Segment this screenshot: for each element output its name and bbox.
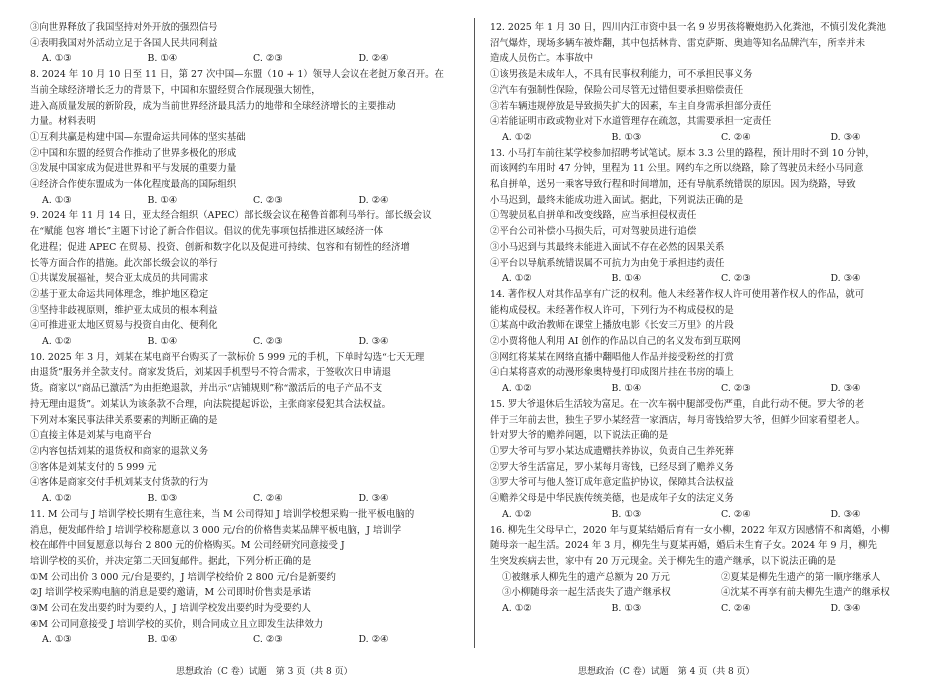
- q13-options: [490, 271, 940, 287]
- text-line: ③小马迟到与其最终未能进入面试不存在必然的因果关系: [490, 241, 725, 253]
- text-line: ④M 公司同意接受 J 培训学校的买价，则合同成立且立即发生法律效力: [30, 618, 324, 630]
- column-divider: [474, 18, 475, 648]
- text-line: 而该网约车用时 47 分钟，里程为 11 公里。网约车之所以绕路，除了驾驶员未经小马同意: [490, 163, 864, 175]
- option: A. ①③: [42, 194, 72, 206]
- text-line: ②基于亚太命运共同体理念，维护地区稳定: [30, 288, 209, 300]
- question-11: [30, 507, 464, 648]
- q9-options: [30, 334, 464, 350]
- question-15: [490, 397, 940, 523]
- text-line: 造成人员伤亡。本事故中: [490, 53, 594, 65]
- text-line: 随母亲一起生活。2024 年 3 月，柳先生与夏某再婚，婚后未生育子女。2024 年 9 月，柳先: [490, 540, 877, 552]
- question-8: [30, 67, 464, 208]
- q16-options: [490, 601, 940, 617]
- text-line: ②罗大爷生活富足，罗小某每月寄钱，已经尽到了赡养义务: [490, 461, 734, 473]
- q14-options: [490, 381, 940, 397]
- text-line: ③网红将某某在网络直播中翻唱他人作品并接受粉丝的打赏: [490, 351, 734, 363]
- text-line: ①某高中政治教师在课堂上播放电影《长安三万里》的片段: [490, 320, 734, 332]
- text-line: 小马迟到，最终未能成功进入面试。据此，下列说法正确的是: [490, 194, 744, 206]
- option: C. ②③: [253, 194, 283, 206]
- option: B. ①④: [147, 336, 178, 348]
- text-line: ②小贾将他人利用 AI 创作的作品以自己的名义发布到互联网: [490, 336, 741, 348]
- option: B. ①④: [147, 53, 178, 65]
- option: D. ②④: [358, 634, 389, 646]
- text-line: ①驾驶员私自拼单和改变线路，应当承担侵权责任: [490, 210, 697, 222]
- text-line: 当前全球经济增长乏力的背景下，中国和东盟经贸合作展现强大韧性，: [30, 84, 321, 96]
- option: A. ①②: [502, 131, 532, 143]
- text-line: ③若车辆违规停放是导致损失扩大的因素，车主自身需承担部分责任: [490, 100, 772, 112]
- option: C. ②③: [253, 634, 283, 646]
- text-line: ②汽车有强制性保险，保险公司尽管无过错但要承担赔偿责任: [490, 84, 744, 96]
- option: B. ①④: [147, 194, 178, 206]
- option: D. ③④: [830, 508, 861, 520]
- page-footer-right: 思想政治（C 卷）试题 第 4 页（共 8 页）: [578, 667, 755, 677]
- option: C. ②④: [721, 508, 751, 520]
- q16-statements-row-2: [490, 585, 940, 601]
- option: B. ①③: [147, 493, 178, 505]
- option: D. ③④: [830, 273, 861, 285]
- option: A. ①②: [502, 383, 532, 395]
- statement: ①被继承人柳先生的遗产总额为 20 万元: [502, 571, 670, 583]
- text-line: 校在邮件中回复愿意以每台 2 800 元的价格购买。M 公司经研究同意接受 J: [30, 540, 345, 552]
- option: A. ①②: [502, 273, 532, 285]
- text-line: 16. 柳先生父母早亡，2020 年与夏某结婚后育有一女小柳，2022 年双方因感情不和离婚，小柳: [490, 524, 890, 536]
- text-line: ①直接主体是刘某与电商平台: [30, 430, 152, 442]
- q7-tail: [30, 20, 464, 67]
- q11-options: [30, 632, 464, 648]
- question-9: [30, 208, 464, 349]
- text-line: ②中国和东盟的经贸合作推动了世界多极化的形成: [30, 147, 237, 159]
- text-line: 化进程；促进 APEC 在贸易、投资、创新和数字化以及促进可持续、包容和有韧性的经济增: [30, 241, 410, 253]
- text-line: ①该男孩是未成年人，不具有民事权利能力，可不承担民事义务: [490, 69, 753, 81]
- text-line: 私自拼单，送另一乘客导致行程和时间增加，还有导航系统错误的原因。因为绕路，导致: [490, 179, 856, 191]
- q8-options: [30, 193, 464, 209]
- option: B. ①③: [611, 603, 642, 615]
- question-13: [490, 146, 940, 287]
- text-line: 12. 2025 年 1 月 30 日，四川内江市资中县一名 9 岁男孩将鞭炮扔入化粪池，不慎引发化粪池: [490, 22, 886, 33]
- text-line: ②J 培训学校采购电脑的消息是要约邀请，M 公司即时价售卖是承诺: [30, 587, 311, 599]
- text-line: ④若能证明市政或物业对下水道管理存在疏忽，其需要承担一定责任: [490, 116, 772, 128]
- option: A. ①②: [42, 493, 72, 505]
- text-line: ①罗大爷可与罗小某达成遗赠扶养协议，负责自己生养死葬: [490, 445, 734, 457]
- text-line: ①共谋发展福祉，契合亚太成员的共同需求: [30, 273, 209, 285]
- text-line: 10. 2025 年 3 月，刘某在某电商平台购买了一款标价 5 999 元的手机，下单时勾选“七天无理: [30, 351, 425, 363]
- option: D. ③④: [358, 336, 389, 348]
- text-line: 针对罗大爷的赡养问题，以下说法正确的是: [490, 430, 669, 442]
- text-line: ④平台以导航系统错误属不可抗力为由免于承担违约责任: [490, 257, 725, 269]
- text-line: ④经济合作使东盟成为一体化程度最高的国际组织: [30, 179, 237, 191]
- option: B. ①③: [611, 508, 642, 520]
- text-line: 培训学校的买价，并决定第二天回复邮件。据此，下列分析正确的是: [30, 555, 312, 567]
- text-line: 长等方面合作的措施。此次部长级会议的举行: [30, 257, 218, 269]
- text-line: ③发展中国家成为促进世界和平与发展的重要力量: [30, 163, 237, 175]
- text-line: 货。商家以“商品已激活”为由拒绝退款，并出示“店铺规则”称“激活后的电子产品不支: [30, 383, 383, 395]
- option: D. ③④: [830, 383, 861, 395]
- page-footer-left: 思想政治（C 卷）试题 第 3 页（共 8 页）: [176, 667, 353, 677]
- text-line: ③坚持非歧视原则，维护亚太成员的根本利益: [30, 304, 218, 316]
- text-line: ③罗大爷可与他人签订成年意定监护协议，保障其合法权益: [490, 477, 734, 489]
- q10-options: [30, 491, 464, 507]
- option: A. ①②: [42, 336, 72, 348]
- text-line: ③M 公司在发出要约时为要约人，J 培训学校发出要约时为受要约人: [30, 603, 311, 615]
- text-line: 14. 著作权人对其作品享有广泛的权利。他人未经著作权人许可使用著作权人的作品，就可: [490, 288, 865, 300]
- option: D. ②④: [358, 194, 389, 206]
- text-line: 8. 2024 年 10 月 10 日至 11 日，第 27 次中国—东盟（10 + 1）领导人会议在老挝万象召开。在: [30, 69, 444, 81]
- text-line: 13. 小马打车前往某学校参加招聘考试笔试。原本 3.3 公里的路程，预计用时不到 10 分钟，: [490, 147, 875, 159]
- text-line: ①M 公司出价 3 000 元/台是要约，J 培训学校给价 2 800 元/台是新要约: [30, 571, 336, 583]
- option: B. ①③: [611, 131, 642, 143]
- statement: ③小柳随母亲一起生活丧失了遗产继承权: [502, 587, 671, 599]
- option: B. ①④: [147, 634, 178, 646]
- option: C. ②③: [721, 273, 751, 285]
- text-line: 生突发疾病去世，家中有 20 万元现金。关于柳先生的遗产继承，以下说法正确的是: [490, 555, 837, 567]
- text-line: ②平台公司补偿小马损失后，可对驾驶员进行追偿: [490, 226, 697, 238]
- option: A. ①②: [502, 508, 532, 520]
- option: B. ①④: [611, 273, 642, 285]
- option: C. ②④: [253, 493, 283, 505]
- option: D. ②④: [358, 53, 389, 65]
- text-line: 伴于三年前去世，独生子罗小某经营一家酒店，每月寄钱给罗大爷，但鲜少回家看望老人。: [490, 414, 866, 426]
- text-line: ④表明我国对外活动立足于各国人民共同利益: [30, 37, 218, 49]
- text-line: ④白某将喜欢的动漫形象奥特曼打印成图片挂在书房的墙上: [490, 367, 734, 379]
- text-line: ③向世界释放了我国坚持对外开放的强烈信号: [30, 22, 218, 33]
- text-line: 沼气爆炸，现场多辆车被炸翻，其中包括林肯、雷克萨斯、奥迪等知名品牌汽车，所幸并未: [490, 37, 866, 49]
- text-line: 在“赋能 包容 增长”主题下讨论了新合作倡议。倡议的优先事项包括推进区域经济一体: [30, 226, 384, 238]
- text-line: 9. 2024 年 11 月 14 日，亚太经合组织（APEC）部长级会议在秘鲁首都利马举行。部长级会议: [30, 210, 432, 222]
- text-line: 消息，便发邮件给 J 培训学校称愿意以 3 000 元/台的价格售卖某品牌平板电脑，J 培训学: [30, 524, 402, 536]
- text-line: 11. M 公司与 J 培训学校长期有生意往来，当 M 公司得知 J 培训学校想采购一批平板电脑的: [30, 508, 415, 520]
- text-line: ④客体是商家交付手机刘某支付货款的行为: [30, 477, 209, 489]
- option: C. ②③: [253, 53, 283, 65]
- statement: ④沈某不再享有前夫柳先生遗产的继承权: [721, 587, 890, 599]
- right-page: [476, 0, 950, 688]
- text-line: 15. 罗大爷退休后生活较为富足。在一次车祸中腿部受伤严重，自此行动不便。罗大爷的老: [490, 398, 865, 410]
- option: A. ①③: [42, 634, 72, 646]
- text-line: 能构成侵权。未经著作权人许可，下列行为不构成侵权的是: [490, 304, 734, 316]
- text-line: 下列对本案民事法律关系要素的判断正确的是: [30, 414, 218, 426]
- text-line: 进入高质量发展的新阶段，成为当前世界经济最具活力的地带和全球经济增长的主要推动: [30, 100, 396, 112]
- option: A. ①②: [502, 603, 532, 615]
- left-page: [0, 0, 474, 688]
- text-line: 由退货”服务并全款支付。商家发货后，刘某因手机型号不符合需求，于签收次日申请退: [30, 367, 392, 379]
- text-line: 力量。材料表明: [30, 116, 96, 128]
- text-line: 持无理由退货”。刘某认为该条款不合理，向法院提起诉讼，主张商家侵犯其合法权益。: [30, 398, 392, 410]
- option: C. ②④: [721, 603, 751, 615]
- text-line: ②内容包括刘某的退货权和商家的退款义务: [30, 445, 209, 457]
- option: D. ③④: [358, 493, 389, 505]
- text-line: ③客体是刘某支付的 5 999 元: [30, 461, 157, 473]
- option: C. ②③: [721, 383, 751, 395]
- text-line: ①互利共赢是构建中国—东盟命运共同体的坚实基础: [30, 131, 246, 143]
- question-12: [490, 20, 940, 146]
- option: B. ①④: [611, 383, 642, 395]
- statement: ②夏某是柳先生遗产的第一顺序继承人: [721, 571, 881, 583]
- option: C. ②③: [253, 336, 283, 348]
- q12-options: [490, 130, 940, 146]
- q15-options: [490, 507, 940, 523]
- text-line: ④可推进亚太地区贸易与投资自由化、便利化: [30, 320, 218, 332]
- option: D. ③④: [830, 603, 861, 615]
- question-10: [30, 350, 464, 507]
- question-14: [490, 287, 940, 397]
- text-line: ④赡养父母是中华民族传统美德，也是成年子女的法定义务: [490, 493, 734, 505]
- option: A. ①③: [42, 53, 72, 65]
- option: C. ②④: [721, 131, 751, 143]
- q7-options: [30, 51, 464, 67]
- option: D. ③④: [830, 131, 861, 143]
- question-16: [490, 523, 940, 617]
- q16-statements-row-1: [490, 570, 940, 586]
